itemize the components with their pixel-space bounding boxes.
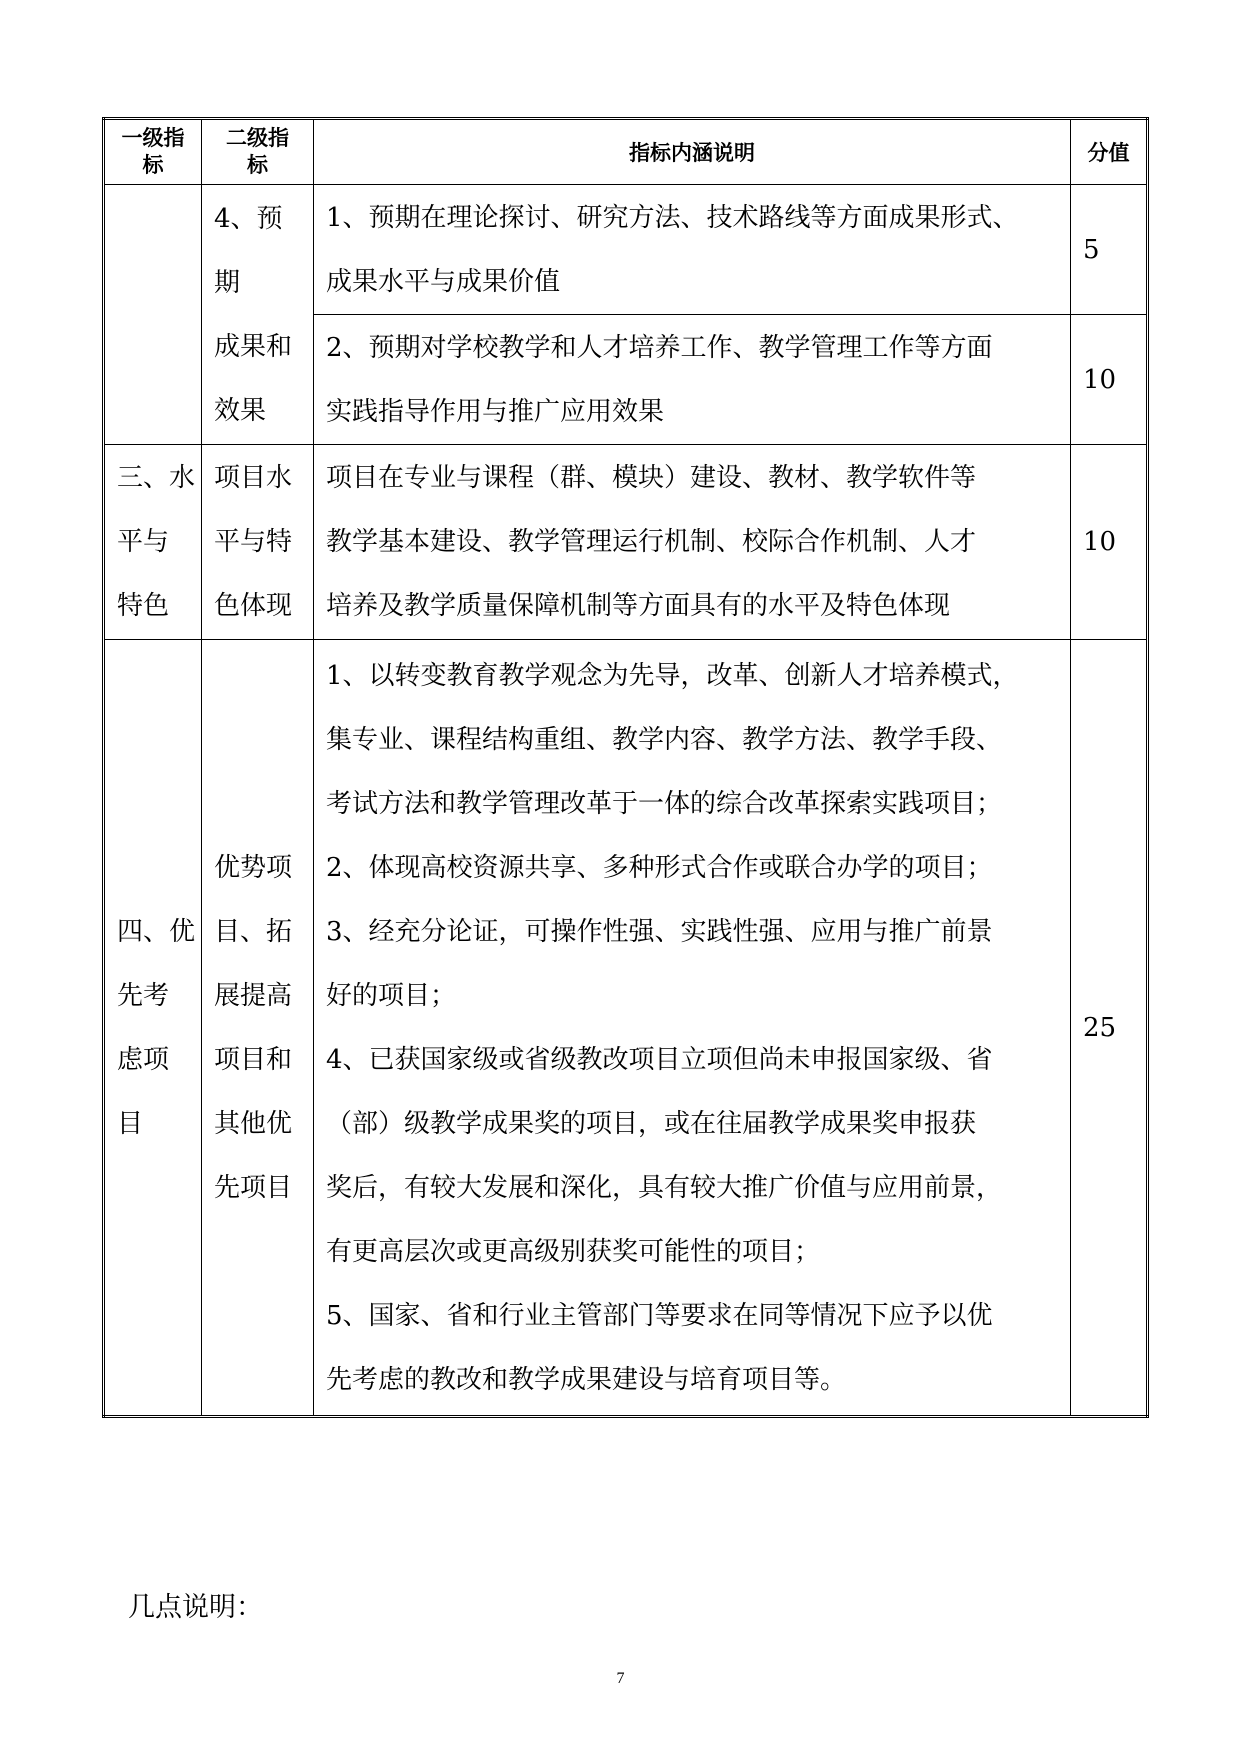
table-row (104, 185, 1148, 315)
description-line: 教学基本建设、教学管理运行机制、校际合作机制、人才 (326, 527, 977, 557)
description-line: （部）级教学成果奖的项目，或在往届教学成果奖申报获 (326, 1108, 977, 1139)
score-cell: 5 (1071, 185, 1148, 315)
description-line: 成果水平与成果价值 (326, 266, 561, 297)
description-cell (314, 445, 1071, 640)
description-line: 2、体现高校资源共享、多种形式合作或联合办学的项目； (326, 852, 993, 883)
level2-cell (202, 640, 314, 1417)
description-line: 有更高层次或更高级别获奖可能性的项目； (326, 1236, 821, 1267)
table-header-row (104, 119, 1148, 185)
description-line: 先考虑的教改和教学成果建设与培育项目等。 (326, 1364, 847, 1395)
level2-line: 项目和 (214, 1044, 293, 1075)
level2-line: 4、预期 (214, 203, 283, 298)
description-line: 奖后，有较大发展和深化，具有较大推广价值与应用前景， (326, 1172, 1003, 1203)
header-level1-line1: 一级指 (121, 126, 185, 150)
level1-line: 特色 (117, 591, 170, 621)
header-level1 (104, 119, 202, 185)
description-line: 好的项目； (326, 980, 457, 1011)
header-score: 分值 (1071, 119, 1148, 185)
score-cell: 10 (1071, 315, 1148, 445)
description-cell (314, 185, 1071, 315)
description-line: 项目在专业与课程（群、模块）建设、教材、教学软件等 (326, 463, 977, 493)
level2-cell (202, 445, 314, 640)
table-row (104, 640, 1148, 1417)
level2-line: 优势项 (214, 852, 293, 883)
page-number: 7 (616, 1670, 625, 1687)
level2-line: 色体现 (214, 591, 293, 621)
level1-line: 四、优 (117, 916, 196, 947)
description-line: 5、国家、省和行业主管部门等要求在同等情况下应予以优 (326, 1300, 993, 1331)
notes-heading: 几点说明： (128, 1592, 263, 1623)
table-row (104, 445, 1148, 640)
description-line: 1、以转变教育教学观念为先导，改革、创新人才培养模式， (326, 660, 1019, 691)
level2-line: 目、拓 (214, 916, 293, 947)
level2-line: 平与特 (214, 527, 293, 557)
description-line: 1、预期在理论探讨、研究方法、技术路线等方面成果形式、 (326, 202, 1019, 233)
level1-cell (104, 445, 202, 640)
header-level2 (202, 119, 314, 185)
description-line: 3、经充分论证，可操作性强、实践性强、应用与推广前景 (326, 916, 993, 947)
level1-cell (104, 640, 202, 1417)
header-level2-line1: 二级指 (226, 126, 289, 150)
level1-line: 平与 (117, 527, 170, 557)
level2-line: 先项目 (214, 1172, 293, 1203)
level1-cell-empty (104, 185, 202, 445)
level2-cell (202, 185, 314, 445)
description-line: 培养及教学质量保障机制等方面具有的水平及特色体现 (326, 591, 951, 621)
header-level2-line2: 标 (247, 153, 268, 177)
description-cell (314, 315, 1071, 445)
level2-line: 成果和 (214, 331, 293, 362)
level2-line: 项目水 (214, 463, 293, 493)
level1-line: 虑项 (117, 1044, 170, 1075)
header-level1-line2: 标 (142, 153, 164, 177)
level1-line: 目 (117, 1108, 144, 1139)
level2-line: 展提高 (214, 980, 293, 1011)
header-description: 指标内涵说明 (314, 119, 1071, 185)
description-line: 考试方法和教学管理改革于一体的综合改革探索实践项目； (326, 788, 1003, 819)
level1-line: 三、水 (117, 463, 196, 493)
level2-line: 其他优 (214, 1108, 293, 1139)
description-line: 2、预期对学校教学和人才培养工作、教学管理工作等方面 (326, 332, 993, 363)
description-line: 集专业、课程结构重组、教学内容、教学方法、教学手段、 (326, 724, 1003, 755)
evaluation-criteria-table (102, 117, 1149, 1418)
description-cell (314, 640, 1071, 1417)
score-cell: 10 (1071, 445, 1148, 640)
score-cell: 25 (1071, 640, 1148, 1417)
description-line: 实践指导作用与推广应用效果 (326, 396, 665, 427)
level2-line: 效果 (214, 395, 267, 426)
level1-line: 先考 (117, 980, 170, 1011)
description-line: 4、已获国家级或省级教改项目立项但尚未申报国家级、省 (326, 1044, 993, 1075)
